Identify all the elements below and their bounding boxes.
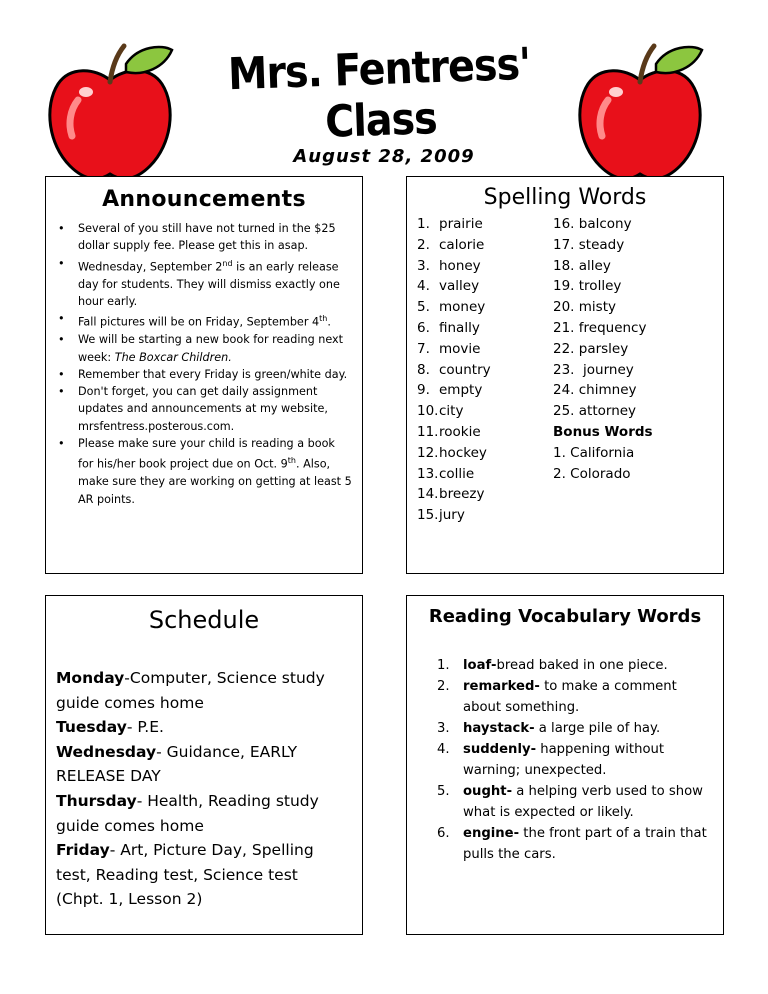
spelling-number: 7. (417, 340, 430, 357)
spelling-number: 14. (417, 486, 439, 503)
announcement-item (54, 383, 352, 435)
announcement-item (54, 366, 352, 383)
spelling-text: finally (439, 319, 480, 336)
spelling-text: calorie (439, 236, 485, 253)
spelling-word: 17. steady (553, 236, 625, 253)
bonus-words-heading: Bonus Words (553, 423, 653, 440)
spelling-word: 24. chimney (553, 382, 637, 399)
schedule-text: - P.E. (126, 718, 164, 737)
vocabulary-term: suddenly- (463, 742, 537, 757)
announcement-text: The Boxcar Children. (114, 350, 232, 364)
page-title: Mrs. Fentress' Class (227, 38, 532, 148)
vocabulary-number: 1. (437, 658, 450, 673)
spelling-number: 8. (417, 361, 430, 378)
schedule-day: Monday (56, 669, 125, 687)
vocabulary-term: ought- (463, 784, 513, 799)
schedule-item (56, 740, 350, 789)
spelling-text: collie (439, 465, 475, 482)
announcement-text: Wednesday, September 2 (78, 260, 223, 274)
spelling-word (417, 401, 491, 422)
spelling-text: hockey (439, 444, 487, 461)
vocabulary-term: haystack- (463, 721, 535, 736)
spelling-word: 19. trolley (553, 278, 622, 295)
spelling-text: prairie (439, 216, 483, 232)
vocabulary-definition: a large pile of hay. (534, 721, 661, 736)
spelling-text: breezy (439, 486, 485, 503)
spelling-number: 2. (417, 236, 430, 253)
schedule-day: Thursday (56, 791, 137, 810)
schedule-box (45, 595, 363, 935)
announcement-item (54, 331, 352, 366)
spelling-word (417, 505, 491, 526)
vocabulary-definition: the front part of a train that pulls the cars. (463, 826, 711, 862)
vocabulary-number: 6. (437, 826, 450, 841)
announcement-item (54, 310, 352, 331)
spelling-word (417, 256, 491, 277)
spelling-word (417, 235, 491, 256)
spelling-text: empty (439, 382, 483, 399)
announcement-text: th (319, 314, 328, 324)
spelling-word (417, 464, 491, 485)
announcement-text: Remember that every Friday is green/white day. (78, 367, 348, 381)
spelling-text: money (439, 299, 486, 316)
announcements-heading: Announcements (102, 187, 306, 212)
vocabulary-definition: a helping verb used to show what is expected or likely. (463, 784, 708, 820)
schedule-heading: Schedule (148, 606, 260, 634)
spelling-word: 23. journey (553, 361, 634, 378)
announcement-text: Please make sure your child is reading a book for his/her book project due on Oct. 9 (78, 437, 335, 472)
announcement-text: nd (222, 258, 233, 268)
spelling-word (417, 339, 491, 360)
spelling-column-2 (553, 214, 653, 484)
schedule-item (56, 715, 350, 740)
vocabulary-item (437, 655, 715, 676)
announcement-text: We will be starting a new book for reading next week: (78, 333, 344, 364)
spelling-number: 10. (417, 403, 439, 420)
spelling-text: movie (439, 340, 481, 357)
vocabulary-item (437, 739, 715, 781)
spelling-word: 18. alley (553, 257, 611, 274)
spelling-word: 20. misty (553, 299, 616, 316)
vocabulary-list (437, 655, 715, 865)
announcement-item (54, 255, 352, 311)
vocabulary-heading: Reading Vocabulary Words (428, 606, 702, 627)
announcement-text: th (287, 456, 296, 466)
schedule-day: Wednesday (56, 742, 157, 761)
spelling-word (417, 380, 491, 401)
spelling-text: country (439, 361, 491, 378)
apple-icon (40, 40, 180, 190)
spelling-word: 25. attorney (553, 403, 637, 420)
schedule-day: Friday (56, 841, 110, 860)
schedule-day: Tuesday (56, 718, 127, 737)
schedule-text: - Art, Picture Day, Spelling test, Reading test, Science test (Chpt. 1, Lesson 2) (56, 841, 314, 909)
announcement-item (54, 220, 352, 255)
spelling-text: valley (439, 278, 480, 295)
spelling-number: 15. (417, 507, 439, 524)
apple-icon (570, 40, 710, 190)
spelling-words-box (406, 176, 724, 574)
vocabulary-number: 4. (437, 742, 450, 757)
spelling-number: 5. (417, 299, 430, 316)
vocabulary-term: engine- (463, 826, 520, 841)
spelling-number: 9. (417, 382, 430, 399)
schedule-text: -Computer, Science study guide comes home (56, 669, 325, 712)
vocabulary-definition: bread baked in one piece. (496, 658, 668, 673)
spelling-number: 12. (417, 444, 439, 461)
spelling-word: 22. parsley (553, 340, 629, 357)
spelling-number: 1. (417, 216, 430, 232)
spelling-word (417, 484, 491, 505)
schedule-text: - Guidance, EARLY RELEASE DAY (56, 742, 298, 786)
spelling-word (417, 276, 491, 297)
vocabulary-box (406, 595, 724, 935)
announcement-text: Don't forget, you can get daily assignment updates and announcements at my website, mrsfentress.posterous.com. (78, 385, 328, 433)
announcement-text: . (327, 315, 331, 329)
bonus-word: 2. Colorado (553, 465, 631, 482)
schedule-item (56, 666, 350, 715)
spelling-word (417, 443, 491, 464)
spelling-column-1 (417, 214, 491, 526)
spelling-word (417, 318, 491, 339)
spelling-text: rookie (439, 423, 481, 440)
newsletter-date: August 28, 2009 (293, 146, 475, 167)
announcement-item (54, 435, 352, 508)
announcements-list (54, 220, 352, 508)
vocabulary-term: remarked- (463, 679, 540, 694)
spelling-word: 21. frequency (553, 319, 647, 336)
vocabulary-item (437, 823, 715, 865)
announcement-text: Fall pictures will be on Friday, September 4 (78, 315, 320, 329)
vocabulary-item (437, 676, 715, 718)
schedule-item (56, 789, 350, 838)
spelling-number: 13. (417, 465, 439, 482)
spelling-word (417, 297, 491, 318)
vocabulary-term: loaf- (463, 658, 497, 673)
bonus-word: 1. California (553, 444, 635, 461)
vocabulary-item (437, 718, 715, 739)
announcement-text: is an early release day for students. They will dismiss exactly one hour early. (78, 260, 340, 308)
spelling-word (417, 360, 491, 381)
vocabulary-number: 2. (437, 679, 450, 694)
announcements-box (45, 176, 363, 574)
schedule-text: - Health, Reading study guide comes home (56, 791, 319, 835)
spelling-number: 4. (417, 278, 430, 295)
spelling-word (417, 422, 491, 443)
schedule-list (56, 666, 350, 912)
spelling-text: honey (439, 257, 481, 274)
vocabulary-definition: happening without warning; unexpected. (463, 742, 669, 778)
vocabulary-definition: to make a comment about something. (463, 679, 682, 715)
spelling-number: 6. (417, 319, 430, 336)
vocabulary-item (437, 781, 715, 823)
spelling-number: 11. (417, 423, 439, 440)
spelling-word: 16. balcony (553, 216, 632, 232)
spelling-text: city (439, 403, 464, 420)
schedule-item (56, 838, 350, 912)
announcement-text: . Also, make sure they are working on getting at least 5 AR points. (78, 458, 352, 506)
spelling-word (417, 214, 491, 235)
vocabulary-number: 5. (437, 784, 450, 799)
spelling-heading: Spelling Words (483, 185, 647, 210)
announcement-text: Several of you still have not turned in the $25 dollar supply fee. Please get this in asap. (78, 222, 336, 253)
spelling-text: jury (439, 507, 465, 524)
vocabulary-number: 3. (437, 721, 450, 736)
spelling-number: 3. (417, 257, 430, 274)
